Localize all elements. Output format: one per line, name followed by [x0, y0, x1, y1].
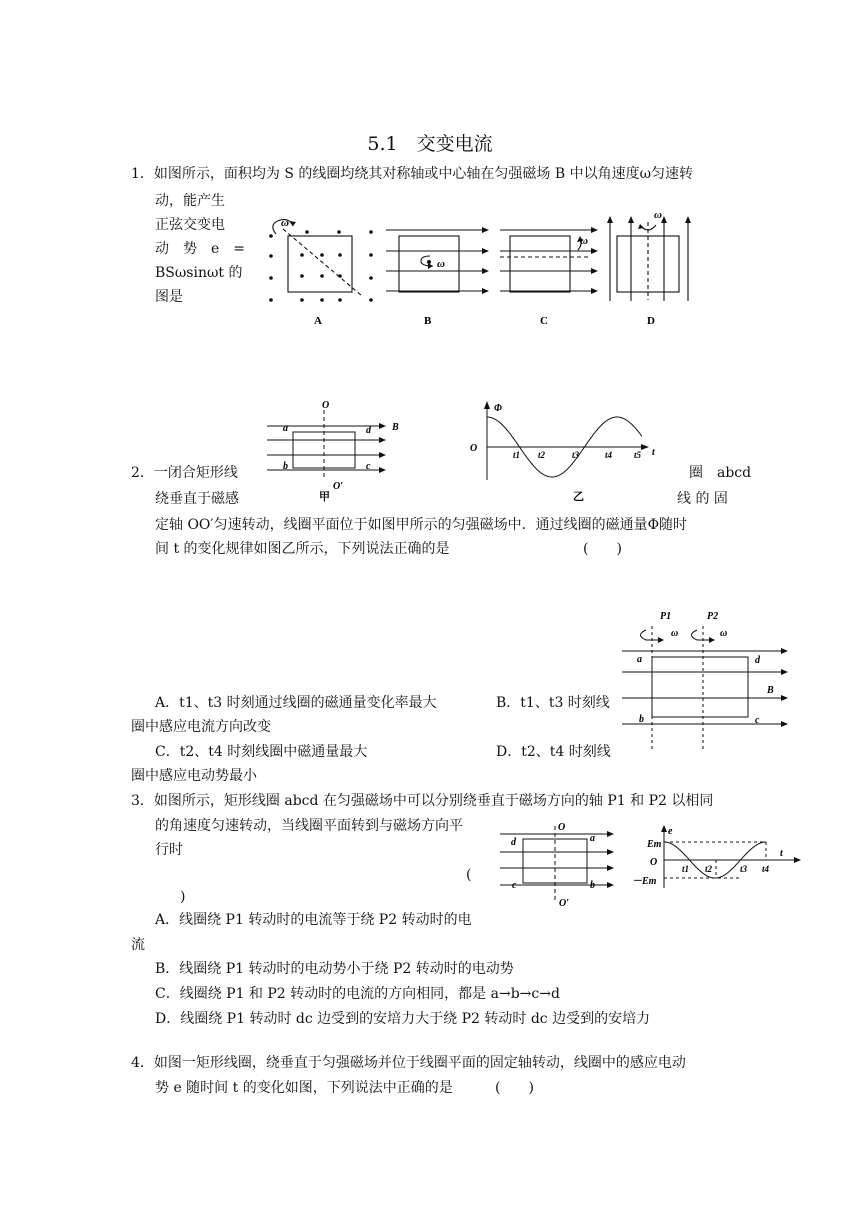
q2-option-b-cont: 圈中感应电流方向改变 [131, 719, 271, 735]
q2-fig-yi-label: 乙 [573, 491, 584, 503]
q4-fig-d: d [511, 837, 516, 848]
q4-fig-e: e [668, 826, 673, 837]
q3-fig-a: a [637, 654, 642, 665]
q3-fig-b-field: B [767, 685, 774, 696]
q3-fig-p2: P2 [707, 611, 719, 622]
q2-yi-t: t [652, 447, 655, 458]
q2-yi-phi: Φ [494, 403, 502, 414]
q4-fig-b: b [590, 880, 595, 891]
q2-yi-o: O [470, 443, 478, 454]
q2-stem-right-a: 圈 abcd [689, 465, 752, 481]
q2-jia-d: d [366, 425, 371, 436]
q2-yi-tick: t4 [605, 450, 613, 460]
q3-paren-open: ( [466, 867, 472, 883]
q2-option-d: D．t2、t4 时刻线 [496, 744, 611, 760]
q4-fig-tick: t1 [682, 864, 690, 874]
q3-paren-close: ) [180, 889, 186, 905]
q2-stem-left-b: 绕垂直于磁感 [155, 491, 239, 507]
q2-jia-a: a [283, 423, 288, 434]
q3-fig-d: d [755, 655, 760, 666]
q1-fig-omega-a: ω [281, 217, 289, 229]
q1-label-b: B [424, 315, 432, 327]
q1-fig-omega-c: ω [580, 235, 588, 247]
q4-fig-tick: t2 [705, 864, 713, 874]
q1-stem-line5: BSωsinωt 的 [155, 265, 243, 281]
q2-jia-c: c [366, 461, 371, 472]
q4-fig-t: t [780, 848, 783, 859]
q3-option-d: D．线圈绕 P1 转动时 dc 边受到的安培力大于绕 P2 转动时 dc 边受到的安培力 [155, 1011, 651, 1027]
q3-fig-omega2: ω [720, 628, 728, 639]
q3-stem-line1: 3．如图所示，矩形线圈 abcd 在匀强磁场中可以分别绕垂直于磁场方向的轴 P1 和 P2 以相同 [131, 793, 714, 809]
q3-fig-p1: P1 [660, 611, 672, 622]
q2-jia-b-field: B [392, 422, 399, 433]
q2-jia-b: b [283, 461, 288, 472]
q4-fig-em: Em [647, 839, 662, 850]
q3-option-a-cont: 流 [131, 937, 145, 953]
q1-stem-line2: 动，能产生 [155, 193, 225, 209]
q2-stem-line3: 定轴 OO′匀速转动，线圈平面位于如图甲所示的匀强磁场中．通过线圈的磁通量Φ随时 [155, 517, 688, 533]
q1-fig-omega-b: ω [437, 258, 445, 270]
q2-option-c: C．t2、t4 时刻线圈中磁通量最大 [155, 744, 368, 760]
q3-fig-c: c [755, 715, 760, 726]
q4-fig-o: O [558, 822, 566, 833]
q1-fig-omega-d: ω [654, 209, 662, 221]
q2-jia-o2: O′ [333, 481, 344, 492]
q2-stem-line4: 间 t 的变化规律如图乙所示，下列说法正确的是 [155, 541, 450, 557]
q1-label-d: D [647, 315, 655, 327]
q4-stem-line1: 4．如图一矩形线圈，绕垂直于匀强磁场并位于线圈平面的固定轴转动，线圈中的感应电动 [131, 1055, 686, 1071]
q1-stem-line1: 1．如图所示，面积均为 S 的线圈均绕其对称轴或中心轴在匀强磁场 B 中以角速度ω匀速转 [131, 166, 694, 182]
q4-fig-tick: t3 [740, 864, 748, 874]
q4-stem-line2: 势 e 随时间 t 的变化如图，下列说法中正确的是 [155, 1080, 453, 1096]
q2-yi-tick: t5 [634, 450, 642, 460]
q3-option-b: B．线圈绕 P1 转动时的电动势小于绕 P2 转动时的电动势 [155, 961, 514, 977]
q2-stem-right-b: 线 的 固 [677, 491, 728, 507]
q2-yi-tick: t3 [572, 450, 580, 460]
q3-fig-omega1: ω [671, 628, 679, 639]
q2-option-a: A．t1、t3 时刻通过线圈的磁通量变化率最大 [155, 695, 437, 711]
q2-answer-paren: ( ) [583, 541, 622, 557]
q4-fig-a: a [590, 833, 595, 844]
q3-stem-line3: 行时 [155, 842, 183, 858]
q1-stem-line3: 正弦交变电 [155, 217, 225, 233]
q3-option-a: A．线圈绕 P1 转动时的电流等于绕 P2 转动时的电 [155, 912, 472, 928]
q3-option-c: C．线圈绕 P1 和 P2 转动时的电流的方向相同，都是 a→b→c→d [155, 986, 560, 1002]
page-title: 5.1 交变电流 [367, 133, 493, 155]
q4-answer-paren: ( ) [495, 1080, 534, 1096]
q4-fig-neg-em: －Em [632, 876, 657, 887]
q2-fig-jia-label: 甲 [319, 491, 330, 503]
q4-fig-c: c [512, 880, 517, 891]
q1-stem-line4: 动 势 e = [155, 241, 246, 257]
q2-yi-tick: t2 [538, 450, 546, 460]
q1-stem-line6: 图是 [155, 289, 183, 305]
q2-stem-left-a: 2．一闭合矩形线 [131, 465, 238, 481]
q2-jia-o: O [322, 400, 330, 411]
q1-label-a: A [314, 315, 322, 327]
q2-option-b: B．t1、t3 时刻线 [496, 695, 610, 711]
q4-fig-o2: O′ [559, 898, 570, 909]
q4-fig-origin: O [650, 857, 658, 868]
q3-stem-line2: 的角速度匀速转动，当线圈平面转到与磁场方向平 [155, 818, 463, 834]
q2-yi-tick: t1 [513, 450, 521, 460]
q3-fig-b: b [639, 714, 644, 725]
q4-fig-tick: t4 [762, 864, 770, 874]
q1-label-c: C [540, 315, 548, 327]
q2-option-d-cont: 圈中感应电动势最小 [131, 768, 257, 784]
